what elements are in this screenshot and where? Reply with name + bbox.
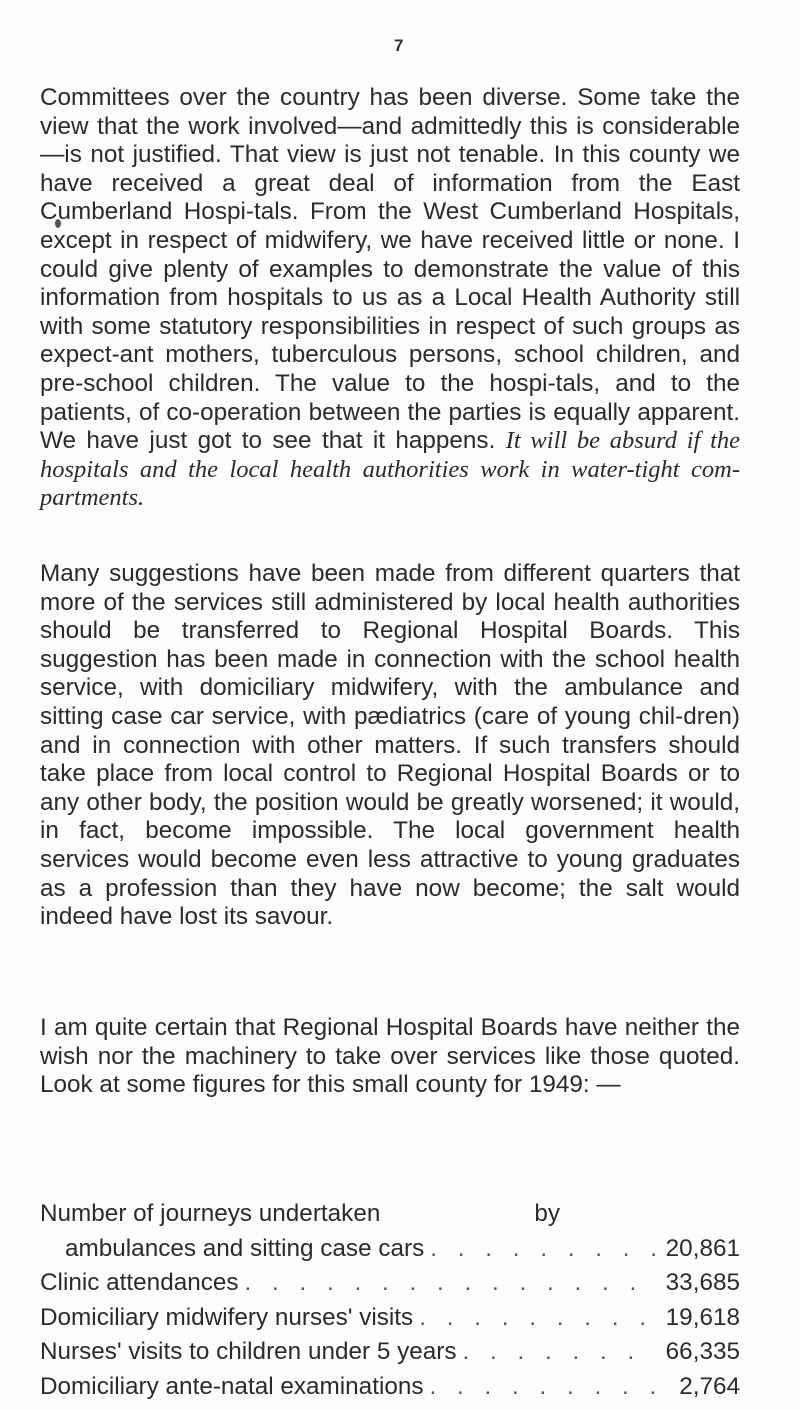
figure-row-children bbox=[40, 1335, 740, 1370]
dot-leader bbox=[413, 1301, 656, 1336]
paragraph-1-emphasis: It will be absurd if the hospitals and the local health authorities work in water-tight com-partments. bbox=[40, 427, 741, 512]
figure-value-antenatal: 2,764 bbox=[679, 1372, 740, 1400]
figure-value-clinic: 33,685 bbox=[665, 1269, 740, 1296]
figure-row-midwifery bbox=[40, 1301, 740, 1336]
figure-label-journeys-by: by bbox=[534, 1200, 560, 1227]
figure-label-journeys-line-1: Number of journeys undertaken bbox=[40, 1200, 381, 1227]
figure-row-journeys-line-2 bbox=[40, 1232, 740, 1267]
paragraph-2-text: Many suggestions have been made from different quarters that more of the services still administered by local health authorities should be transferred to Regional Hospital Boards. This suggestion has been made in connection with the school health service, with domiciliary midwifery, with the ambulance and sitting case car service, with pædiatrics (care of young chil-dren) and in connection with other matters. If such transfers should take place from local control to Regional Hospital Boards or to any other body, the position would be greatly worsened; it would, in fact, become impossible. The local government health services would become even less attractive to young graduates as a profession than they have now become; the salt would indeed have lost its savour. bbox=[40, 560, 740, 931]
paragraph-3-text: I am quite certain that Regional Hospital Boards have neither the wish nor the machinery to take over services like those quoted. Look at some figures for this small county for 1949: — bbox=[40, 1014, 740, 1099]
figure-row-clinic bbox=[40, 1266, 740, 1301]
figure-row-journeys-line-1 bbox=[40, 1197, 740, 1232]
figure-label-clinic: Clinic attendances bbox=[40, 1269, 239, 1296]
dot-leader bbox=[457, 1335, 656, 1370]
figure-row-journeys bbox=[40, 1197, 740, 1266]
figure-value-midwifery: 19,618 bbox=[665, 1303, 740, 1331]
figures-list bbox=[40, 1197, 740, 1404]
page-marker: 7 bbox=[394, 36, 404, 55]
figure-label-midwifery: Domiciliary midwifery nurses' visits bbox=[40, 1303, 414, 1331]
figure-value-journeys: 20,861 bbox=[665, 1234, 740, 1262]
figure-value-children: 66,335 bbox=[665, 1338, 740, 1365]
paragraph-2 bbox=[40, 560, 740, 932]
dot-leader bbox=[424, 1370, 656, 1405]
dot-leader bbox=[239, 1266, 656, 1301]
figure-label-antenatal: Domiciliary ante-natal examinations bbox=[40, 1372, 424, 1400]
paragraph-1 bbox=[40, 84, 740, 513]
paragraph-3 bbox=[40, 1014, 740, 1100]
figure-label-children: Nurses' visits to children under 5 years bbox=[40, 1338, 457, 1365]
dot-leader bbox=[424, 1232, 656, 1267]
paragraph-1-text bbox=[40, 84, 740, 513]
paragraph-1-body: Committees over the country has been diverse. Some take the view that the work involved—and admittedly this is considerable—is not justified. That view is just not tenable. In this county we have received a great deal of information from the East Cumberland Hospi-tals. From the West Cumberland Hospitals, except in respect of midwifery, we have received little or none. I could give plenty of examples to demonstrate the value of this information from hospitals to us as a Local Health Authority still with some statutory responsibilities in respect of such groups as expect-ant mothers, tuberculous persons, school children, and pre-school children. The value to the hospi-tals, and to the patients, of co-operation between the parties is equally apparent. We have just got to see that it happens. bbox=[40, 84, 740, 455]
figure-row-antenatal bbox=[40, 1370, 740, 1405]
figure-label-journeys-line-2: ambulances and sitting case cars bbox=[65, 1234, 425, 1262]
